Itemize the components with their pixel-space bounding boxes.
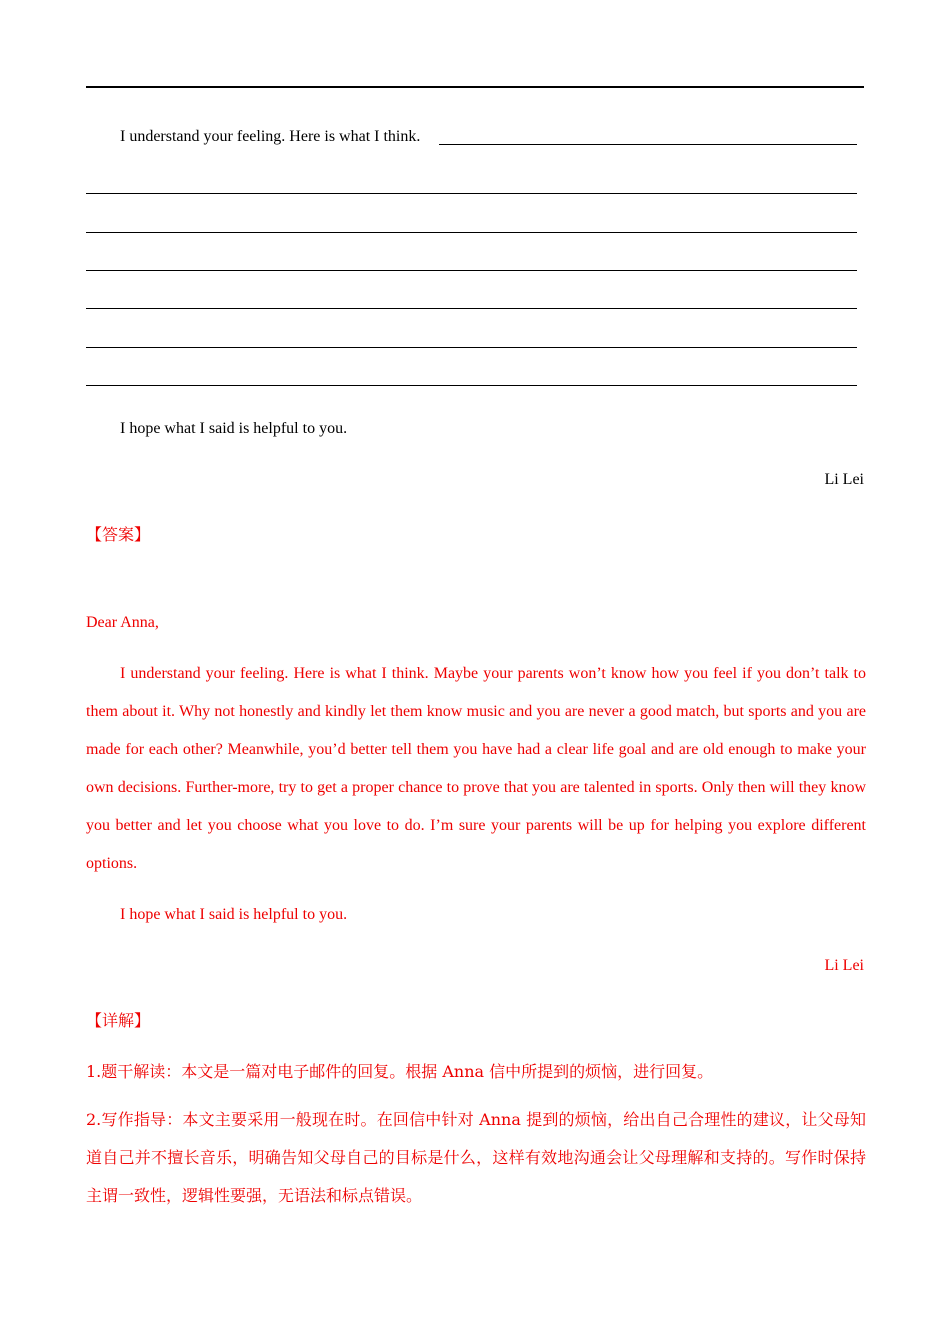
explanation-point-2: 2.写作指导：本文主要采用一般现在时。在回信中针对 Anna 提到的烦恼，给出自己合理性的建议，让父母知道自己并不擅长音乐，明确告知父母自己的目标是什么，这样有效地沟通会让父母理解和支持的。写作时保持主谓一致性，逻辑性要强，无语法和标点错误。 xyxy=(86,1110,866,1205)
closing-line: I hope what I said is helpful to you. xyxy=(120,420,348,437)
top-horizontal-rule xyxy=(86,86,864,88)
answer-blank-line xyxy=(86,193,857,194)
answer-heading: 【答案】 xyxy=(86,525,151,544)
answer-closing-line: I hope what I said is helpful to you. xyxy=(120,906,348,923)
answer-blank-line xyxy=(86,347,857,348)
answer-blank-line xyxy=(86,232,857,233)
answer-body: I understand your feeling. Here is what I think. Maybe your parents won’t know how you feel if you don’t talk to them about it. Why not honestly and kindly let them know music and you are never a good match, but sports and you are made for each other? Meanwhile, you’d better tell them you have had a clear life goal and are old enough to make your own decisions. Further-more, try to get a proper chance to prove that you are talented in sports. Only then will they know you better and let you choose what you love to do. I’m sure your parents will be up for helping you explore different options. xyxy=(86,665,866,872)
answer-blank-line xyxy=(86,385,857,386)
signature: Li Lei xyxy=(824,471,864,488)
answer-signature: Li Lei xyxy=(824,957,864,974)
answer-blank-line xyxy=(86,270,857,271)
answer-blank-line xyxy=(86,308,857,309)
answer-greeting: Dear Anna, xyxy=(86,614,159,631)
explanation-heading: 【详解】 xyxy=(86,1011,151,1030)
explanation-point-1: 1.题干解读：本文是一篇对电子邮件的回复。根据 Anna 信中所提到的烦恼，进行回复。 xyxy=(86,1062,714,1081)
opening-line: I understand your feeling. Here is what I think. xyxy=(120,128,421,145)
answer-blank-inline xyxy=(439,144,857,145)
